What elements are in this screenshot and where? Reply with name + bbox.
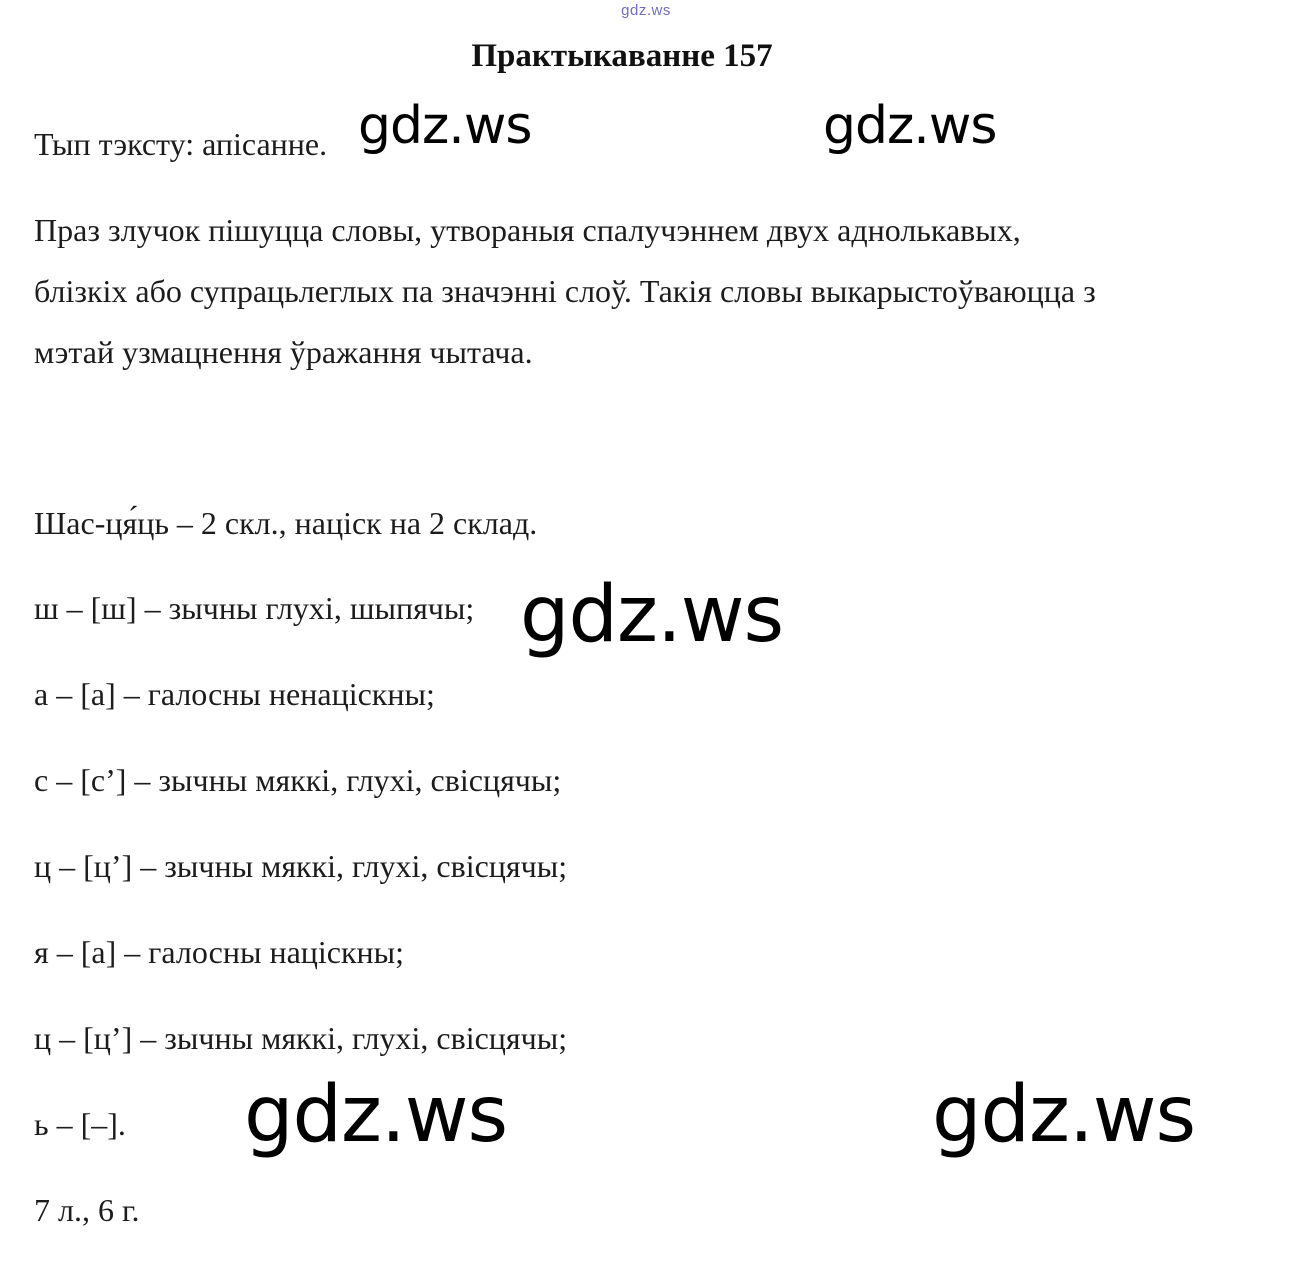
syllable-division: Шас-ця́ць – 2 скл., націск на 2 склад. (34, 505, 538, 541)
watermark-logo: gdz.ws (823, 96, 997, 156)
analysis-line-6: ц – [ц’] – зычны мяккі, глухі, свісцячы; (34, 1020, 568, 1056)
analysis-line-1: ш – [ш] – зычны глухі, шыпячы; (34, 590, 475, 626)
analysis-line-4: ц – [ц’] – зычны мяккі, глухі, свісцячы; (34, 848, 568, 884)
analysis-line-5: я – [а] – галосны націскны; (34, 934, 405, 970)
text-type: Тып тэксту: апісанне. (34, 126, 328, 162)
watermark-logo: gdz.ws (244, 1070, 508, 1160)
letters-sounds-summary: 7 л., 6 г. (34, 1192, 140, 1228)
analysis-line-2: а – [а] – галосны ненаціскны; (34, 676, 435, 712)
paragraph-line-2: блізкіх або супрацьлеглых па значэнні слоў. Такія словы выкарыстоўваюцца з (34, 273, 1096, 309)
paragraph-line-3: мэтай узмацнення ўражання чытача. (34, 334, 533, 370)
analysis-line-3: с – [с’] – зычны мяккі, глухі, свісцячы; (34, 762, 562, 798)
site-mark: gdz.ws (621, 2, 671, 19)
analysis-line-7: ь – [–]. (34, 1106, 126, 1142)
page-title: Практыкаванне 157 (471, 38, 773, 74)
watermark-logo: gdz.ws (932, 1070, 1196, 1160)
paragraph-line-1: Праз злучок пішуцца словы, утвораныя спалучэннем двух аднолькавых, (34, 212, 1021, 248)
watermark-logo: gdz.ws (520, 570, 784, 660)
watermark-logo: gdz.ws (358, 96, 532, 156)
